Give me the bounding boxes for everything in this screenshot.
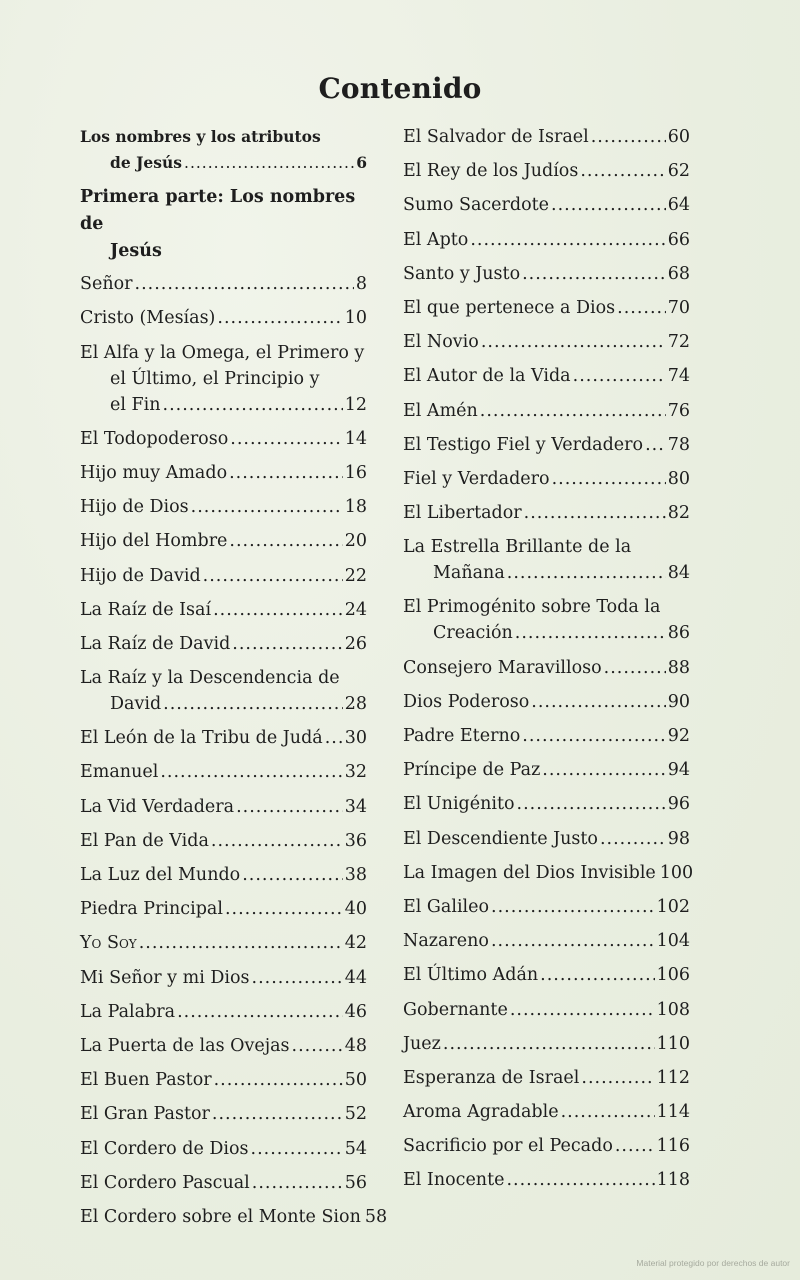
dot-leader [163,392,343,418]
toc-entry-title: Señor [80,274,133,295]
toc-entry-title: Aroma Agradable [403,1102,559,1123]
toc-entry[interactable] [80,965,367,991]
toc-entry-title: El Descendiente Justo [403,828,598,849]
toc-page-number: 32 [344,762,367,783]
toc-page-number: 88 [667,657,690,678]
toc-entry[interactable] [403,894,690,920]
dot-leader [481,329,666,355]
dot-leader [217,305,342,331]
toc-entry[interactable] [80,999,367,1025]
dot-leader [225,896,343,922]
toc-page-number: 42 [344,933,367,954]
toc-entry-title: de Jesús [110,153,183,172]
toc-entry[interactable] [80,665,367,717]
toc-entry[interactable] [80,896,367,922]
toc-page-number: 100 [659,862,694,883]
toc-entry-title: El Novio [403,332,479,353]
dot-leader [242,862,343,888]
dot-leader [177,999,343,1025]
toc-entry-title: Sacrificio por el Pecado [403,1136,613,1157]
toc-entry[interactable] [403,261,690,287]
dot-leader [184,150,354,176]
toc-entry-title: Hijo de Dios [80,497,189,518]
toc-entry[interactable] [403,158,690,184]
dot-leader [232,631,342,657]
page-title: Contenido [318,72,482,105]
toc-entry[interactable] [403,329,690,355]
dot-leader [507,560,666,586]
dot-leader [591,124,666,150]
dot-leader [540,962,654,988]
toc-entry-title: Jesús [110,241,162,262]
dot-leader [517,791,666,817]
toc-entry[interactable] [403,398,690,424]
toc-entry-title-line: Los nombres y los atributos [80,127,321,146]
toc-entry[interactable] [80,862,367,888]
toc-entry-title-line: El Primogénito sobre Toda la [403,597,661,618]
toc-entry[interactable] [403,295,690,321]
toc-page-number: 96 [667,794,690,815]
dot-leader [515,620,666,646]
toc-entry-title: El Pan de Vida [80,830,209,851]
toc-entry-title-line: La Estrella Brillante de la [403,537,632,558]
toc-page-number: 72 [667,332,690,353]
dot-leader [470,227,665,253]
toc-entry-title: Esperanza de Israel [403,1067,580,1088]
dot-leader [617,295,666,321]
toc-entry-title: Príncipe de Paz [403,760,541,781]
toc-page-number: 6 [356,153,367,172]
toc-entry-title: Yo Soy [80,933,137,954]
dot-leader [229,528,342,554]
dot-leader [229,460,343,486]
toc-page-number: 74 [667,366,690,387]
toc-page-number: 112 [656,1067,690,1088]
toc-page-number: 48 [344,1035,367,1056]
dot-leader [522,723,665,749]
toc-page-number: 114 [656,1102,690,1123]
toc-entry[interactable] [80,340,367,418]
toc-page-number: 82 [667,503,690,524]
toc-entry[interactable] [403,500,690,526]
toc-entry-title: El Testigo Fiel y Verdadero [403,434,644,455]
dot-leader [480,398,666,424]
toc-page-number: 52 [344,1104,367,1125]
toc-entry[interactable] [80,1067,367,1093]
toc-entry[interactable] [80,794,367,820]
dot-leader [531,689,665,715]
toc-entry[interactable] [403,594,690,646]
toc-page-number: 106 [656,965,690,986]
toc-entry[interactable] [80,426,367,452]
toc-page-number: 14 [344,428,367,449]
toc-entry[interactable] [80,759,367,785]
dot-leader [211,828,343,854]
toc-entry-title: Hijo del Hombre [80,531,228,552]
toc-page-number: 110 [656,1033,690,1054]
toc-page-number: 16 [344,462,367,483]
dot-leader [524,500,666,526]
toc-entry-title: El Salvador de Israel [403,127,589,147]
toc-page-number: 60 [667,127,690,147]
toc-entry-title: Piedra Principal [80,899,223,920]
toc-entry-title: El Último Adán [403,965,539,986]
dot-leader [230,426,342,452]
toc-entry-title: Sumo Sacerdote [403,195,550,216]
dot-leader [213,597,343,623]
toc-entry-title: Juez [403,1033,441,1054]
dot-leader [252,1170,343,1196]
toc-entry[interactable] [403,757,690,783]
dot-leader [551,192,666,218]
toc-page-number: 50 [344,1070,367,1091]
toc-entry[interactable] [403,962,690,988]
toc-entry[interactable] [80,1204,388,1230]
toc-page-number: 80 [667,468,690,489]
dot-leader [163,691,343,717]
toc-entry[interactable] [403,723,690,749]
dot-leader [552,466,666,492]
toc-entry-title: Emanuel [80,762,159,783]
toc-entry[interactable] [403,791,690,817]
toc-entry-title: El Todopoderoso [80,428,229,449]
toc-page-number: 58 [364,1206,388,1227]
toc-entry-title: El León de la Tribu de Judá [80,728,323,749]
toc-page-number: 64 [667,195,690,216]
dot-leader [292,1033,343,1059]
toc-page-number: 84 [667,563,690,584]
toc-page-number: 118 [656,1170,690,1191]
toc-entry[interactable] [80,305,367,331]
dot-leader [581,1065,654,1091]
toc-entry[interactable] [80,494,367,520]
toc-page-number: 68 [667,263,690,284]
toc-entry-title-line: Primera parte: Los nombres de [80,187,356,235]
toc-entry[interactable] [80,1136,367,1162]
dot-leader [600,826,666,852]
toc-entry-title: Hijo muy Amado [80,462,228,483]
toc-entry-title: La Raíz de David [80,633,231,654]
toc-entry-title: Cristo (Mesías) [80,308,216,329]
toc-entry-title: Gobernante [403,999,508,1020]
toc-entry-title: El Unigénito [403,794,515,815]
toc-page-number: 18 [344,497,367,518]
toc-entry[interactable] [403,534,690,586]
toc-entry[interactable] [80,124,367,176]
toc-entry-title: El Inocente [403,1170,505,1191]
toc-page-number: 26 [344,633,367,654]
toc-entry-title: Mi Señor y mi Dios [80,967,250,988]
toc-page-number: 94 [667,760,690,781]
toc-entry[interactable] [403,860,694,886]
toc-entry[interactable] [403,1133,690,1159]
toc-page-number: 8 [355,274,367,295]
dot-leader [561,1099,655,1125]
toc-entry[interactable] [403,1099,690,1125]
toc-page-number: 22 [344,565,367,586]
toc-entry-title: David [110,694,162,715]
toc-entry[interactable] [80,563,367,589]
toc-page-number: 38 [344,865,367,885]
toc-page-number: 116 [656,1136,690,1157]
toc-page-number: 76 [667,400,690,421]
toc-page-number: 54 [344,1138,367,1159]
toc-entry-title-line: El Alfa y la Omega, el Primero y [80,342,365,363]
toc-entry[interactable] [80,184,367,265]
toc-entry-title: Padre Eterno [403,726,521,746]
toc-entry[interactable] [403,124,690,150]
toc-entry[interactable] [80,271,367,297]
dot-leader [491,894,655,920]
toc-entry-title: Santo y Justo [403,263,521,284]
toc-page-number: 36 [344,830,367,851]
dot-leader [506,1167,654,1193]
toc-column-left [80,124,388,1238]
toc-entry-title: El Cordero sobre el Monte Sion [80,1206,361,1227]
toc-entry-title: El que pertenece a Dios [403,297,616,318]
toc-entry[interactable] [403,655,690,681]
toc-entry-title: La Puerta de las Ovejas [80,1035,290,1056]
toc-entry[interactable] [403,432,690,458]
toc-entry-title: El Rey de los Judíos [403,161,579,182]
dot-leader [203,563,343,589]
toc-entry[interactable] [80,631,367,657]
toc-page-number: 40 [344,899,367,920]
toc-entry-title: Nazareno [403,931,489,952]
toc-entry[interactable] [403,192,690,218]
toc-entry[interactable] [403,363,690,389]
toc-page-number: 86 [667,623,690,644]
dot-leader [252,965,343,991]
toc-page-number: 56 [344,1172,367,1193]
dot-leader [522,261,666,287]
toc-entry-title: La Vid Verdadera [80,796,235,817]
dot-leader [325,725,343,751]
dot-leader [510,997,655,1023]
dot-leader [214,1067,343,1093]
dot-leader [580,158,665,184]
toc-entry-title: La Palabra [80,1001,176,1022]
toc-entry-title-line: La Raíz y la Descendencia de [80,668,340,689]
toc-entry-title: Mañana [433,563,505,584]
toc-page-number: 24 [344,599,367,620]
dot-leader [191,494,343,520]
toc-page-number: 78 [667,434,690,455]
toc-entry-title: La Imagen del Dios Invisible [403,862,656,883]
toc-page-number: 104 [656,931,690,952]
toc-column-right [403,124,694,1202]
toc-entry-title: La Luz del Mundo [80,865,241,885]
toc-page-number: 92 [667,726,690,746]
toc-page-number: 70 [667,297,690,318]
toc-entry[interactable] [80,597,367,623]
toc-entry-title: El Apto [403,229,469,250]
dot-leader [615,1133,655,1159]
toc-page-number: 66 [667,229,690,250]
dot-leader [135,271,354,297]
toc-entry-title: Hijo de David [80,565,201,586]
toc-entry[interactable] [80,460,367,486]
toc-entry[interactable] [403,826,690,852]
toc-page-number: 108 [656,999,690,1020]
toc-entry[interactable] [80,725,367,751]
toc-entry[interactable] [403,227,690,253]
toc-entry[interactable] [403,466,690,492]
toc-entry-title: Creación [433,623,513,644]
toc-entry-title: El Amén [403,400,478,421]
toc-page-number: 46 [344,1001,367,1022]
toc-entry[interactable] [80,1033,367,1059]
toc-entry-title: El Autor de la Vida [403,366,571,387]
toc-entry[interactable] [80,528,367,554]
toc-entry[interactable] [80,930,367,956]
toc-entry-title: El Cordero Pascual [80,1172,250,1193]
dot-leader [160,759,342,785]
toc-entry-title: La Raíz de Isaí [80,599,212,620]
dot-leader [443,1031,655,1057]
toc-entry[interactable] [403,1065,690,1091]
toc-entry[interactable] [80,828,367,854]
toc-page-number: 20 [344,531,367,552]
copyright-watermark: Material protegido por derechos de autor [636,1258,790,1268]
toc-page-number: 98 [667,828,690,849]
toc-entry-title-line: el Último, el Principio y [110,368,320,389]
dot-leader [236,794,343,820]
toc-page-number: 30 [344,728,367,749]
toc-entry[interactable] [403,1167,690,1193]
dot-leader [251,1136,343,1162]
toc-entry-title: El Libertador [403,503,522,524]
dot-leader [573,363,666,389]
toc-page-number: 62 [667,161,690,182]
toc-entry[interactable] [80,1170,367,1196]
toc-entry[interactable] [403,928,690,954]
toc-entry[interactable] [403,1031,690,1057]
toc-page-number: 12 [344,394,367,415]
toc-entry[interactable] [403,997,690,1023]
toc-page-number: 90 [667,691,690,712]
dot-leader [212,1101,343,1127]
toc-entry[interactable] [80,1101,367,1127]
toc-entry-title: Dios Poderoso [403,691,530,712]
toc-page-number: 10 [344,308,367,329]
toc-entry-title: El Gran Pastor [80,1104,210,1125]
toc-page-number: 102 [656,896,690,917]
toc-page-number: 44 [344,967,367,988]
toc-page-number: 34 [344,796,367,817]
toc-entry-title: el Fin [110,394,161,415]
toc-page-number: 28 [344,694,367,715]
toc-entry-title: El Galileo [403,896,490,917]
toc-entry-title: Fiel y Verdadero [403,468,550,489]
toc-entry-title: Consejero Maravilloso [403,657,602,678]
toc-entry-title: El Cordero de Dios [80,1138,249,1159]
dot-leader [491,928,655,954]
toc-entry-title: El Buen Pastor [80,1070,212,1091]
dot-leader [542,757,665,783]
dot-leader [645,432,666,458]
toc-entry[interactable] [403,689,690,715]
dot-leader [604,655,666,681]
dot-leader [139,930,343,956]
